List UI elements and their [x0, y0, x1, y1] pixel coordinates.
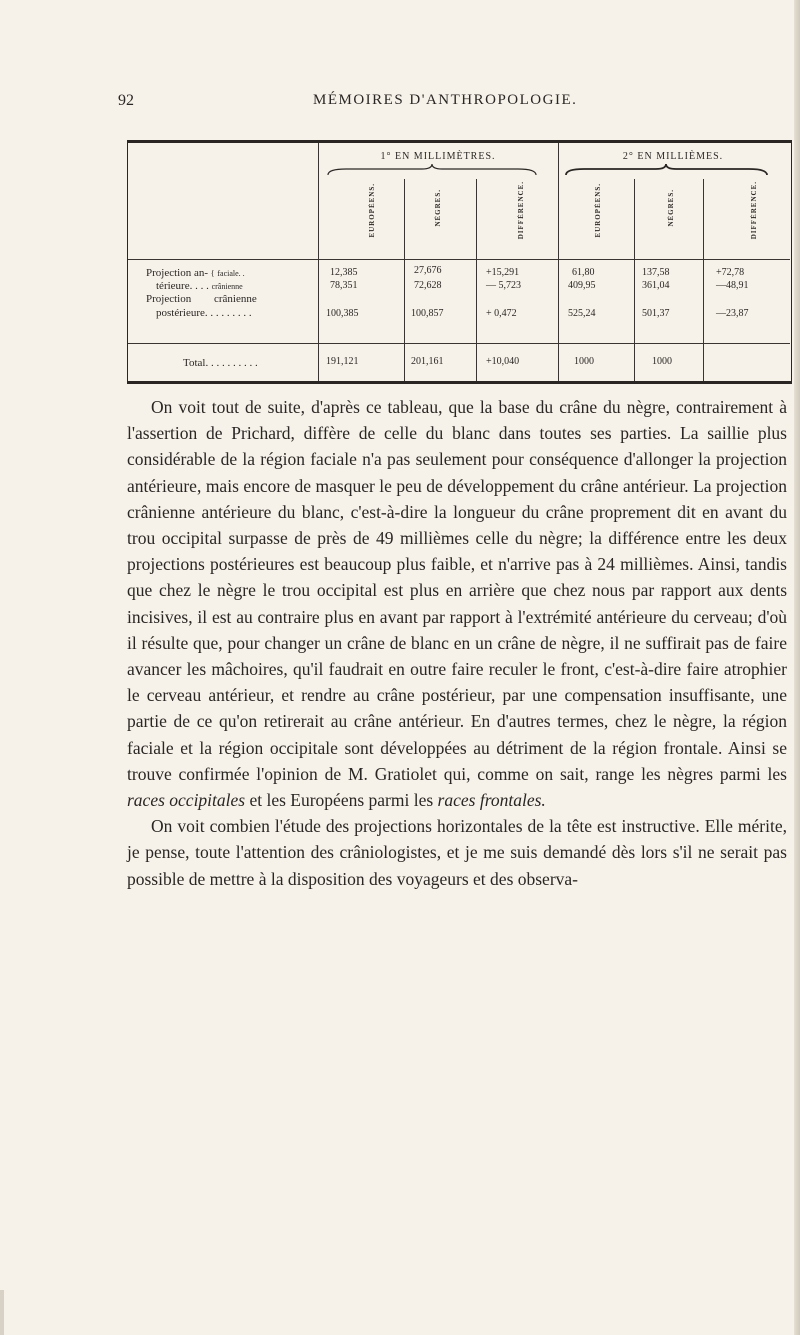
body-text: [127, 394, 787, 892]
italic-term: races frontales.: [437, 790, 546, 811]
table-cell-total: +10,040: [486, 356, 520, 367]
rule: [128, 259, 790, 260]
row-label-cranienne: crânienne: [211, 282, 243, 291]
italic-term: races occipitales: [127, 790, 246, 811]
table-cell: —23,87: [716, 308, 749, 319]
table-cell: +15,291: [486, 267, 520, 278]
paragraph-text: On voit tout de suite, d'après ce tableau, que la base du crâne du nègre, contrairement à l'assertion de Prichard, diffère de celle du blanc dans toutes ses parties. La saillie plus considérable de la région faciale n'a pas seulement pour conséquence d'allonger la projection antérieure, mais encore de masquer le peu de développement du crâne antérieur. La projection crânienne antérieure du blanc, c'est-à-dire la longueur du crâne proprement dit en avant du trou occipital surpasse de près de 49 millièmes celle du nègre; la différence entre les deux projections postérieures est beaucoup plus faible, et n'arrive pas à 24 millièmes. Ainsi, tandis que chez le nègre le trou occipital est plus en arrière que chez nous par rapport aux dents incisives, il est au contraire plus en avant par rapport à l'extrémité antérieure du cerveau; d'où il résulte que, pour changer un crâne de blanc en un crâne de nègre, il ne suffirait pas de faire avancer les mâchoires, qu'il faudrait en outre faire reculer le front, c'est-à-dire faire atrophier le cerveau antérieur, et rendre au crâne postérieur, par une compensation insuffisante, une partie de ce qu'on retirerait au crâne antérieur. En d'autres termes, chez le nègre, la région faciale et la région occipitale sont développées au détriment de la région frontale. Ainsi se trouve confirmée l'opinion de M. Gratiolet qui, comme on sait, range les nègres parmi les: [127, 397, 787, 784]
table-cell: +72,78: [716, 267, 745, 278]
col-head-difference-mm: DIFFÉRENCE.: [517, 181, 525, 240]
rule: [634, 179, 635, 381]
row-label-part: Projection: [146, 293, 192, 305]
brace-glyph: {: [210, 269, 215, 278]
col-head-negres-mil: NÈGRES.: [667, 189, 675, 227]
table-cell: 137,58: [642, 267, 670, 278]
table-cell: 525,24: [568, 308, 596, 319]
rule: [476, 179, 477, 381]
rule: [558, 143, 559, 381]
table-cell-total: 201,161: [411, 356, 444, 367]
table-cell: + 0,472: [486, 308, 517, 319]
row-label-projection-anterieure: [146, 267, 245, 279]
table-cell: 27,676: [414, 265, 442, 276]
col-head-negres-mm: NÈGRES.: [434, 189, 442, 227]
table-cell-total: 1000: [574, 356, 594, 367]
page-edge: [794, 0, 800, 1335]
brace-millimetres: [326, 163, 538, 177]
table-cell: 72,628: [414, 280, 442, 291]
page-edge-left: [0, 1290, 4, 1335]
row-label-part: Projection an-: [146, 267, 209, 279]
row-label-projection-posterieure: [146, 293, 257, 305]
paragraph-text: et les Européens parmi les: [245, 790, 438, 811]
measurement-table: [127, 140, 792, 384]
table-cell: 100,857: [411, 308, 444, 319]
row-label-total: Total. . . . . . . . . .: [183, 357, 258, 369]
table-cell: 61,80: [572, 267, 595, 278]
row-label-part: crânienne: [213, 293, 257, 305]
page-number: 92: [118, 92, 134, 109]
row-label-anterieure-cranienne: [156, 280, 243, 292]
col-head-europeens-mil: EUROPÉENS.: [594, 183, 602, 238]
col-head-difference-mil: DIFFÉRENCE.: [750, 181, 758, 240]
paragraph: On voit combien l'étude des projections horizontales de la tête est instructive. Elle mérite, je pense, toute l'attention des crâniologistes, et je me suis demandé dès lors s'il ne serait pas possible de mettre à la disposition des voyageurs et des observa-: [127, 816, 787, 889]
table-cell-total: 1000: [652, 356, 672, 367]
table-cell: — 5,723: [486, 280, 521, 291]
group-header-millimetres: 1° EN MILLIMÈTRES.: [380, 151, 496, 162]
row-label-posterieure: postérieure. . . . . . . . .: [156, 307, 252, 319]
group-header-milliemes: 2° EN MILLIÈMES.: [622, 151, 724, 162]
rule: [318, 143, 319, 381]
col-head-europeens-mm: EUROPÉENS.: [368, 183, 376, 238]
table-cell: —48,91: [716, 280, 749, 291]
row-label-faciale: faciale. .: [217, 269, 245, 278]
table-cell: 12,385: [330, 267, 358, 278]
rule: [128, 343, 790, 344]
table-cell: 361,04: [642, 280, 670, 291]
table-cell: 100,385: [326, 308, 359, 319]
rule: [404, 179, 405, 381]
running-head: [118, 92, 778, 114]
rule: [703, 179, 704, 381]
row-label-part: térieure. . . .: [156, 280, 209, 292]
brace-milliemes: [564, 163, 769, 177]
running-title: MÉMOIRES D'ANTHROPOLOGIE.: [313, 92, 578, 108]
table-cell-total: 191,121: [326, 356, 359, 367]
paragraph: [127, 394, 787, 813]
table-cell: 409,95: [568, 280, 596, 291]
table-cell: 501,37: [642, 308, 670, 319]
table-cell: 78,351: [330, 280, 358, 291]
